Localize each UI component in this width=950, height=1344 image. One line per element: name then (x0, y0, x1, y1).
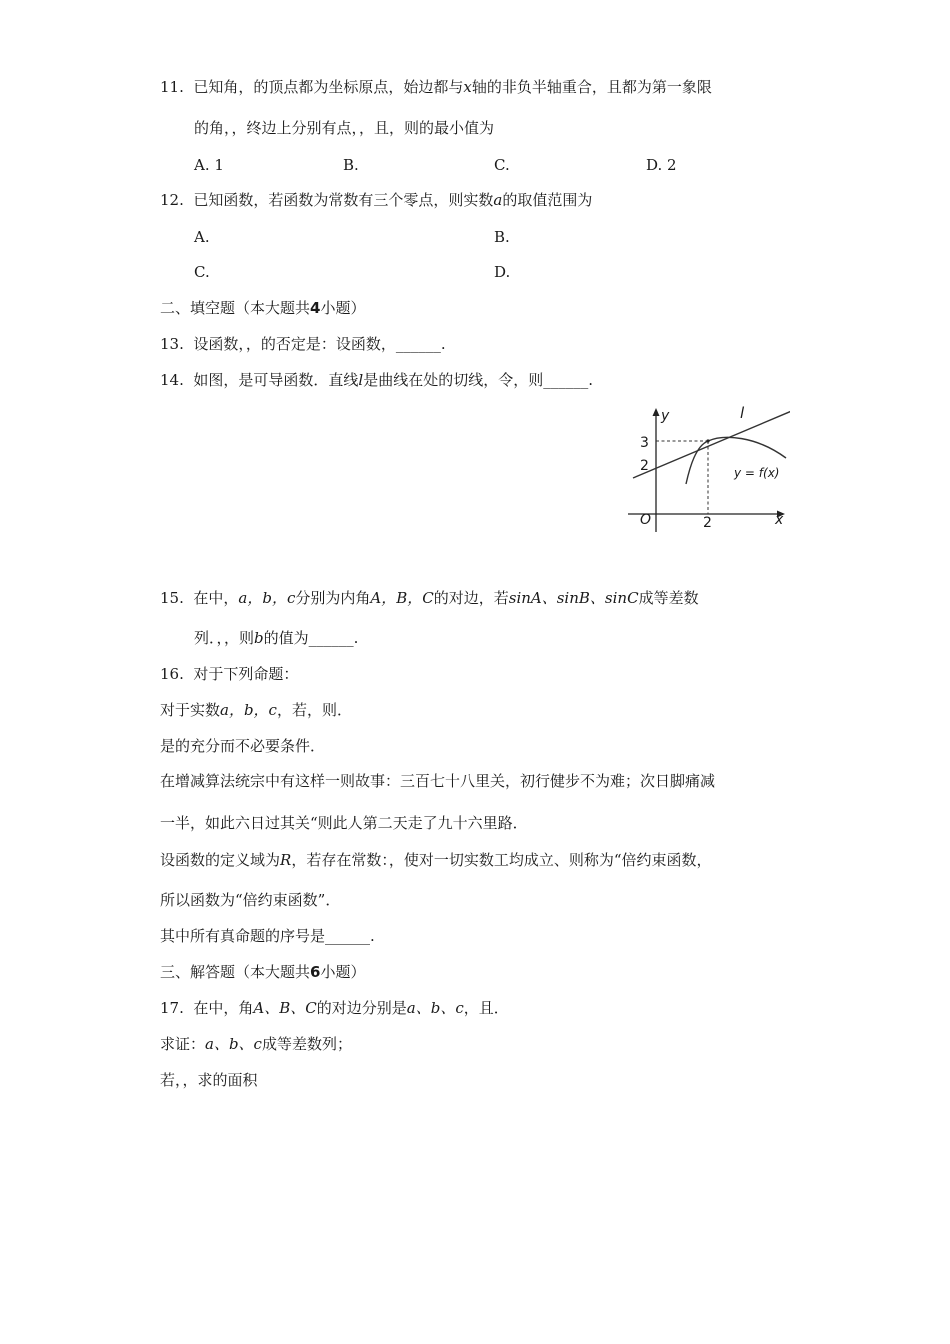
q16-statement-3-line1: 在增减算法统宗中有这样一则故事：三百七十八里关，初行健步不为难；次日脚痛减 (160, 772, 716, 790)
q12-number: 12. (160, 191, 184, 209)
tick-y-3: 3 (640, 435, 649, 451)
tick-y-2: 2 (640, 458, 649, 474)
q15-number: 15. (160, 589, 184, 607)
tangent-line-figure (628, 404, 790, 532)
q17-number: 17. (160, 999, 184, 1017)
origin-label: O (640, 512, 652, 528)
tangent-point (706, 439, 709, 442)
q16-title: 16. 对于下列命题： (160, 665, 299, 683)
q12-option-c: C. (194, 263, 210, 281)
q14-number: 14. (160, 371, 184, 389)
q11-option-b: B. (343, 156, 359, 174)
q12-option-b: B. (494, 228, 510, 246)
q16-number: 16. (160, 665, 184, 683)
q11-option-d: D. 2 (646, 156, 677, 174)
q13-number: 13. (160, 335, 184, 353)
q12-option-d: D. (494, 263, 511, 281)
section-3-heading: 三、解答题（本大题共6小题） (160, 963, 366, 981)
q17-part2: 若，，求的面积 (160, 1071, 258, 1089)
q12-line1: 12. 已知函数，若函数为常数有三个零点，则实数a的取值范围为 (160, 191, 593, 209)
q17-part1: 求证：a、b、c成等差数列； (160, 1035, 352, 1053)
q16-statement-4-line2: 所以函数为“倍约束函数”． (160, 891, 341, 909)
q11-line1: 11. 已知角，的顶点都为坐标原点，始边都与x轴的非负半轴重合，且都为第一象限 (160, 78, 712, 96)
q11-line2: 的角，，终边上分别有点，，且，则的最小值为 (194, 119, 495, 137)
q17-line1: 17. 在中，角A、B、C的对边分别是a、b、c，且． (160, 999, 509, 1017)
q11-option-a: A. 1 (194, 156, 224, 174)
section-2-heading: 二、填空题（本大题共4小题） (160, 299, 366, 317)
q15-line2: 列．，，则b的值为______. (194, 629, 359, 647)
q15-line1: 15. 在中，a，b，c分别为内角A，B，C的对边，若sinA、sinB、sinC成等差数 (160, 589, 699, 607)
q11-number: 11. (160, 78, 184, 96)
tick-x-2: 2 (703, 515, 712, 531)
q13: 13. 设函数，，的否定是：设函数，______. (160, 335, 446, 353)
y-axis-label: y (661, 408, 670, 424)
curve-label: y = f(x) (734, 466, 780, 480)
q16-statement-4-line1: 设函数的定义域为R，若存在常数：，使对一切实数工均成立、则称为“倍约束函数， (160, 851, 712, 869)
q16-statement-3-line2: 一半，如此六日过其关“则此人第二天走了九十六里路． (160, 814, 528, 832)
q14: 14. 如图，是可导函数．直线l是曲线在处的切线，令，则______. (160, 371, 594, 389)
q16-statement-1: 对于实数a，b，c，若，则． (160, 701, 352, 719)
x-axis-label: x (775, 512, 784, 528)
line-l-label: l (740, 404, 745, 422)
q11-option-c: C. (494, 156, 510, 174)
q12-option-a: A. (194, 228, 210, 246)
y-axis-arrow (653, 408, 660, 416)
q16-statement-2: 是的充分而不必要条件． (160, 737, 326, 755)
q16-conclusion: 其中所有真命题的序号是______. (160, 927, 375, 945)
